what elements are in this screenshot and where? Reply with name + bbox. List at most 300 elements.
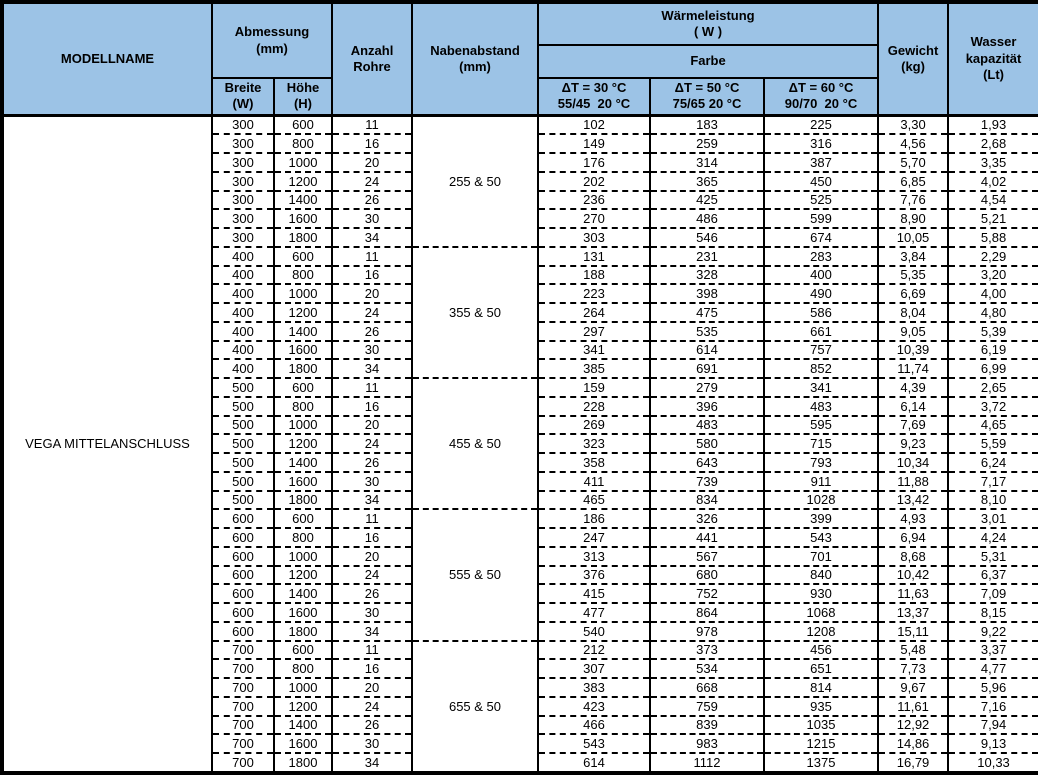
cell-gewicht: 11,88 — [878, 472, 948, 491]
cell-breite: 600 — [212, 622, 274, 641]
cell-dt50: 396 — [650, 397, 764, 416]
cell-breite: 400 — [212, 247, 274, 266]
cell-rohre: 24 — [332, 566, 412, 585]
cell-dt60: 1208 — [764, 622, 878, 641]
cell-dt30: 102 — [538, 115, 650, 134]
cell-gewicht: 10,42 — [878, 566, 948, 585]
cell-nabenabstand: 655 & 50 — [412, 641, 538, 773]
cell-dt50: 739 — [650, 472, 764, 491]
cell-dt60: 543 — [764, 528, 878, 547]
cell-rohre: 24 — [332, 303, 412, 322]
cell-dt60: 1035 — [764, 716, 878, 735]
cell-dt30: 228 — [538, 397, 650, 416]
cell-hoehe: 1200 — [274, 434, 332, 453]
cell-dt60: 852 — [764, 359, 878, 378]
cell-wasser: 2,65 — [948, 378, 1038, 397]
cell-breite: 500 — [212, 397, 274, 416]
cell-rohre: 30 — [332, 209, 412, 228]
cell-breite: 600 — [212, 603, 274, 622]
cell-hoehe: 600 — [274, 641, 332, 660]
cell-dt30: 264 — [538, 303, 650, 322]
cell-wasser: 7,16 — [948, 697, 1038, 716]
cell-wasser: 5,21 — [948, 209, 1038, 228]
cell-dt60: 387 — [764, 153, 878, 172]
cell-hoehe: 1800 — [274, 228, 332, 247]
cell-gewicht: 10,05 — [878, 228, 948, 247]
cell-hoehe: 1200 — [274, 172, 332, 191]
header-line: Farbe — [690, 53, 726, 69]
cell-rohre: 26 — [332, 584, 412, 603]
cell-wasser: 4,80 — [948, 303, 1038, 322]
cell-dt60: 757 — [764, 341, 878, 360]
cell-dt50: 475 — [650, 303, 764, 322]
cell-breite: 300 — [212, 172, 274, 191]
cell-dt60: 483 — [764, 397, 878, 416]
cell-dt30: 247 — [538, 528, 650, 547]
table-row — [2, 115, 1038, 134]
cell-hoehe: 800 — [274, 134, 332, 153]
header-line: ( W ) — [693, 24, 723, 39]
cell-wasser: 4,24 — [948, 528, 1038, 547]
header-line: (H) — [293, 96, 313, 112]
cell-dt60: 793 — [764, 453, 878, 472]
header-line: Wasser — [970, 34, 1017, 50]
cell-wasser: 4,54 — [948, 191, 1038, 210]
col-header-abmessung — [212, 2, 332, 78]
cell-dt30: 465 — [538, 491, 650, 510]
cell-hoehe: 1800 — [274, 622, 332, 641]
cell-dt50: 668 — [650, 678, 764, 697]
header-line: (mm) — [256, 40, 288, 56]
cell-dt50: 328 — [650, 266, 764, 285]
cell-gewicht: 7,73 — [878, 659, 948, 678]
cell-wasser: 2,68 — [948, 134, 1038, 153]
cell-dt60: 586 — [764, 303, 878, 322]
cell-dt60: 715 — [764, 434, 878, 453]
cell-dt60: 840 — [764, 566, 878, 585]
col-header-farbe — [538, 45, 878, 78]
cell-breite: 600 — [212, 584, 274, 603]
cell-breite: 300 — [212, 228, 274, 247]
cell-dt60: 341 — [764, 378, 878, 397]
cell-dt50: 643 — [650, 453, 764, 472]
cell-breite: 400 — [212, 303, 274, 322]
cell-dt30: 159 — [538, 378, 650, 397]
cell-rohre: 30 — [332, 603, 412, 622]
cell-breite: 400 — [212, 359, 274, 378]
header-row-1 — [2, 2, 1038, 45]
cell-dt30: 466 — [538, 716, 650, 735]
cell-breite: 500 — [212, 491, 274, 510]
col-header-modellname — [2, 2, 212, 115]
cell-dt30: 477 — [538, 603, 650, 622]
cell-rohre: 11 — [332, 115, 412, 134]
cell-dt50: 279 — [650, 378, 764, 397]
cell-dt30: 540 — [538, 622, 650, 641]
cell-wasser: 6,24 — [948, 453, 1038, 472]
cell-dt50: 864 — [650, 603, 764, 622]
cell-dt50: 398 — [650, 284, 764, 303]
cell-gewicht: 9,23 — [878, 434, 948, 453]
cell-dt60: 400 — [764, 266, 878, 285]
header-line: Nabenabstand — [430, 42, 520, 58]
cell-breite: 500 — [212, 416, 274, 435]
cell-dt30: 188 — [538, 266, 650, 285]
cell-rohre: 34 — [332, 622, 412, 641]
cell-hoehe: 1400 — [274, 453, 332, 472]
cell-dt50: 759 — [650, 697, 764, 716]
cell-rohre: 20 — [332, 284, 412, 303]
cell-gewicht: 11,63 — [878, 584, 948, 603]
cell-gewicht: 6,69 — [878, 284, 948, 303]
cell-gewicht: 6,85 — [878, 172, 948, 191]
cell-wasser: 4,00 — [948, 284, 1038, 303]
cell-dt50: 365 — [650, 172, 764, 191]
cell-gewicht: 9,67 — [878, 678, 948, 697]
header-line: kapazität — [965, 50, 1022, 66]
cell-breite: 400 — [212, 322, 274, 341]
cell-hoehe: 1200 — [274, 697, 332, 716]
cell-hoehe: 1600 — [274, 341, 332, 360]
cell-hoehe: 600 — [274, 115, 332, 134]
cell-rohre: 16 — [332, 397, 412, 416]
cell-dt30: 376 — [538, 566, 650, 585]
col-header-nabenabstand — [412, 2, 538, 115]
cell-breite: 500 — [212, 472, 274, 491]
cell-dt50: 534 — [650, 659, 764, 678]
cell-dt60: 599 — [764, 209, 878, 228]
cell-dt30: 313 — [538, 547, 650, 566]
cell-wasser: 6,37 — [948, 566, 1038, 585]
cell-dt60: 283 — [764, 247, 878, 266]
cell-dt30: 202 — [538, 172, 650, 191]
cell-hoehe: 1800 — [274, 491, 332, 510]
cell-hoehe: 1000 — [274, 153, 332, 172]
cell-gewicht: 13,37 — [878, 603, 948, 622]
cell-gewicht: 5,35 — [878, 266, 948, 285]
cell-breite: 600 — [212, 566, 274, 585]
cell-dt60: 450 — [764, 172, 878, 191]
cell-wasser: 1,93 — [948, 115, 1038, 134]
cell-rohre: 34 — [332, 359, 412, 378]
header-line: Wärmeleistung — [661, 7, 755, 23]
cell-dt50: 441 — [650, 528, 764, 547]
cell-dt60: 674 — [764, 228, 878, 247]
cell-gewicht: 11,74 — [878, 359, 948, 378]
cell-dt60: 456 — [764, 641, 878, 660]
cell-dt50: 373 — [650, 641, 764, 660]
cell-gewicht: 4,39 — [878, 378, 948, 397]
cell-rohre: 34 — [332, 228, 412, 247]
cell-dt30: 415 — [538, 584, 650, 603]
cell-rohre: 26 — [332, 191, 412, 210]
cell-gewicht: 16,79 — [878, 753, 948, 773]
cell-nabenabstand: 555 & 50 — [412, 509, 538, 640]
cell-rohre: 24 — [332, 172, 412, 191]
model-name-cell: VEGA MITTELANSCHLUSS — [2, 115, 212, 773]
col-header-hoehe — [274, 78, 332, 115]
cell-rohre: 30 — [332, 472, 412, 491]
cell-dt60: 595 — [764, 416, 878, 435]
cell-breite: 700 — [212, 641, 274, 660]
cell-dt30: 223 — [538, 284, 650, 303]
cell-gewicht: 4,93 — [878, 509, 948, 528]
cell-rohre: 11 — [332, 378, 412, 397]
header-line: Rohre — [353, 58, 391, 74]
col-header-anzahl-rohre — [332, 2, 412, 115]
cell-dt30: 212 — [538, 641, 650, 660]
cell-dt50: 483 — [650, 416, 764, 435]
cell-wasser: 6,99 — [948, 359, 1038, 378]
cell-dt30: 149 — [538, 134, 650, 153]
cell-dt50: 231 — [650, 247, 764, 266]
cell-nabenabstand: 255 & 50 — [412, 115, 538, 247]
cell-hoehe: 1400 — [274, 191, 332, 210]
cell-hoehe: 1400 — [274, 584, 332, 603]
cell-hoehe: 800 — [274, 397, 332, 416]
cell-breite: 300 — [212, 115, 274, 134]
cell-breite: 400 — [212, 341, 274, 360]
cell-wasser: 5,59 — [948, 434, 1038, 453]
cell-wasser: 5,39 — [948, 322, 1038, 341]
cell-breite: 300 — [212, 134, 274, 153]
cell-dt60: 701 — [764, 547, 878, 566]
cell-dt50: 691 — [650, 359, 764, 378]
cell-hoehe: 600 — [274, 247, 332, 266]
cell-breite: 300 — [212, 209, 274, 228]
cell-dt50: 752 — [650, 584, 764, 603]
cell-wasser: 3,35 — [948, 153, 1038, 172]
col-header-dt30 — [538, 78, 650, 115]
cell-rohre: 20 — [332, 547, 412, 566]
cell-wasser: 2,29 — [948, 247, 1038, 266]
col-header-dt60 — [764, 78, 878, 115]
cell-gewicht: 7,76 — [878, 191, 948, 210]
cell-breite: 700 — [212, 753, 274, 773]
header-line: ΔT = 50 °C — [674, 80, 740, 95]
cell-rohre: 16 — [332, 659, 412, 678]
cell-nabenabstand: 455 & 50 — [412, 378, 538, 509]
header-line: (Lt) — [983, 66, 1004, 82]
cell-breite: 400 — [212, 266, 274, 285]
cell-dt50: 314 — [650, 153, 764, 172]
cell-wasser: 10,33 — [948, 753, 1038, 773]
cell-dt50: 983 — [650, 734, 764, 753]
cell-hoehe: 800 — [274, 528, 332, 547]
cell-rohre: 24 — [332, 434, 412, 453]
header-line: (kg) — [901, 58, 925, 74]
cell-dt50: 546 — [650, 228, 764, 247]
cell-hoehe: 1200 — [274, 303, 332, 322]
header-line: 75/65 20 °C — [672, 96, 742, 112]
cell-gewicht: 9,05 — [878, 322, 948, 341]
cell-gewicht: 7,69 — [878, 416, 948, 435]
cell-hoehe: 1000 — [274, 284, 332, 303]
cell-dt50: 326 — [650, 509, 764, 528]
cell-breite: 300 — [212, 191, 274, 210]
cell-dt60: 661 — [764, 322, 878, 341]
cell-dt30: 411 — [538, 472, 650, 491]
cell-wasser: 3,37 — [948, 641, 1038, 660]
header-line: 55/45 20 °C — [557, 96, 631, 112]
cell-hoehe: 1000 — [274, 678, 332, 697]
cell-dt30: 186 — [538, 509, 650, 528]
cell-hoehe: 1600 — [274, 209, 332, 228]
cell-hoehe: 600 — [274, 509, 332, 528]
cell-wasser: 5,96 — [948, 678, 1038, 697]
cell-hoehe: 600 — [274, 378, 332, 397]
cell-gewicht: 5,70 — [878, 153, 948, 172]
header-line: 90/70 20 °C — [784, 96, 858, 112]
cell-hoehe: 1400 — [274, 716, 332, 735]
cell-breite: 700 — [212, 678, 274, 697]
cell-dt50: 1112 — [650, 753, 764, 773]
cell-dt30: 297 — [538, 322, 650, 341]
cell-dt50: 486 — [650, 209, 764, 228]
cell-dt30: 358 — [538, 453, 650, 472]
cell-wasser: 6,19 — [948, 341, 1038, 360]
header-line: Höhe — [286, 80, 320, 95]
cell-rohre: 26 — [332, 716, 412, 735]
cell-hoehe: 1000 — [274, 416, 332, 435]
cell-gewicht: 11,61 — [878, 697, 948, 716]
header-line: Breite — [224, 80, 262, 95]
cell-dt30: 323 — [538, 434, 650, 453]
cell-breite: 700 — [212, 734, 274, 753]
cell-dt50: 839 — [650, 716, 764, 735]
col-header-breite — [212, 78, 274, 115]
cell-rohre: 11 — [332, 641, 412, 660]
cell-breite: 700 — [212, 697, 274, 716]
cell-dt60: 814 — [764, 678, 878, 697]
cell-dt60: 930 — [764, 584, 878, 603]
cell-wasser: 8,15 — [948, 603, 1038, 622]
cell-breite: 500 — [212, 453, 274, 472]
cell-rohre: 30 — [332, 734, 412, 753]
cell-gewicht: 13,42 — [878, 491, 948, 510]
cell-rohre: 20 — [332, 678, 412, 697]
cell-wasser: 4,77 — [948, 659, 1038, 678]
cell-wasser: 9,22 — [948, 622, 1038, 641]
cell-dt30: 614 — [538, 753, 650, 773]
cell-rohre: 16 — [332, 528, 412, 547]
cell-hoehe: 1600 — [274, 603, 332, 622]
cell-wasser: 7,17 — [948, 472, 1038, 491]
cell-dt30: 543 — [538, 734, 650, 753]
cell-hoehe: 1000 — [274, 547, 332, 566]
cell-dt50: 567 — [650, 547, 764, 566]
cell-gewicht: 8,04 — [878, 303, 948, 322]
cell-breite: 400 — [212, 284, 274, 303]
cell-dt60: 1068 — [764, 603, 878, 622]
cell-dt60: 490 — [764, 284, 878, 303]
header-line: ΔT = 60 °C — [788, 80, 854, 95]
cell-wasser: 8,10 — [948, 491, 1038, 510]
cell-dt30: 236 — [538, 191, 650, 210]
table-header — [2, 2, 1038, 115]
cell-rohre: 16 — [332, 266, 412, 285]
cell-breite: 500 — [212, 434, 274, 453]
cell-wasser: 3,20 — [948, 266, 1038, 285]
header-line: (mm) — [459, 58, 491, 74]
cell-rohre: 30 — [332, 341, 412, 360]
cell-breite: 700 — [212, 659, 274, 678]
cell-gewicht: 6,14 — [878, 397, 948, 416]
cell-dt30: 341 — [538, 341, 650, 360]
cell-dt60: 935 — [764, 697, 878, 716]
cell-dt60: 399 — [764, 509, 878, 528]
header-line: ΔT = 30 °C — [561, 80, 627, 95]
cell-wasser: 5,88 — [948, 228, 1038, 247]
cell-hoehe: 1600 — [274, 472, 332, 491]
cell-dt60: 911 — [764, 472, 878, 491]
cell-dt50: 580 — [650, 434, 764, 453]
cell-dt60: 1215 — [764, 734, 878, 753]
cell-dt60: 1028 — [764, 491, 878, 510]
cell-gewicht: 8,90 — [878, 209, 948, 228]
cell-gewicht: 15,11 — [878, 622, 948, 641]
cell-dt50: 834 — [650, 491, 764, 510]
cell-breite: 600 — [212, 528, 274, 547]
cell-gewicht: 10,39 — [878, 341, 948, 360]
cell-breite: 700 — [212, 716, 274, 735]
cell-dt60: 525 — [764, 191, 878, 210]
cell-hoehe: 800 — [274, 659, 332, 678]
cell-dt30: 269 — [538, 416, 650, 435]
cell-rohre: 11 — [332, 247, 412, 266]
cell-dt30: 270 — [538, 209, 650, 228]
cell-rohre: 20 — [332, 153, 412, 172]
cell-dt50: 614 — [650, 341, 764, 360]
col-header-wasser — [948, 2, 1038, 115]
cell-rohre: 26 — [332, 322, 412, 341]
cell-gewicht: 10,34 — [878, 453, 948, 472]
cell-dt50: 535 — [650, 322, 764, 341]
cell-dt30: 307 — [538, 659, 650, 678]
cell-gewicht: 14,86 — [878, 734, 948, 753]
cell-dt50: 183 — [650, 115, 764, 134]
cell-rohre: 11 — [332, 509, 412, 528]
cell-dt30: 176 — [538, 153, 650, 172]
cell-rohre: 34 — [332, 753, 412, 773]
header-line: Gewicht — [887, 42, 939, 58]
cell-gewicht: 6,94 — [878, 528, 948, 547]
cell-dt30: 303 — [538, 228, 650, 247]
cell-dt60: 225 — [764, 115, 878, 134]
cell-dt50: 259 — [650, 134, 764, 153]
cell-wasser: 3,01 — [948, 509, 1038, 528]
cell-rohre: 24 — [332, 697, 412, 716]
cell-wasser: 4,02 — [948, 172, 1038, 191]
cell-dt30: 383 — [538, 678, 650, 697]
cell-wasser: 5,31 — [948, 547, 1038, 566]
cell-dt30: 423 — [538, 697, 650, 716]
cell-rohre: 34 — [332, 491, 412, 510]
cell-wasser: 4,65 — [948, 416, 1038, 435]
spec-table-body — [2, 115, 1038, 773]
cell-hoehe: 1800 — [274, 753, 332, 773]
cell-hoehe: 1600 — [274, 734, 332, 753]
cell-nabenabstand: 355 & 50 — [412, 247, 538, 378]
cell-dt50: 425 — [650, 191, 764, 210]
cell-hoehe: 1200 — [274, 566, 332, 585]
cell-gewicht: 12,92 — [878, 716, 948, 735]
cell-breite: 600 — [212, 547, 274, 566]
cell-hoehe: 1400 — [274, 322, 332, 341]
col-header-gewicht — [878, 2, 948, 115]
cell-breite: 600 — [212, 509, 274, 528]
cell-dt60: 1375 — [764, 753, 878, 773]
